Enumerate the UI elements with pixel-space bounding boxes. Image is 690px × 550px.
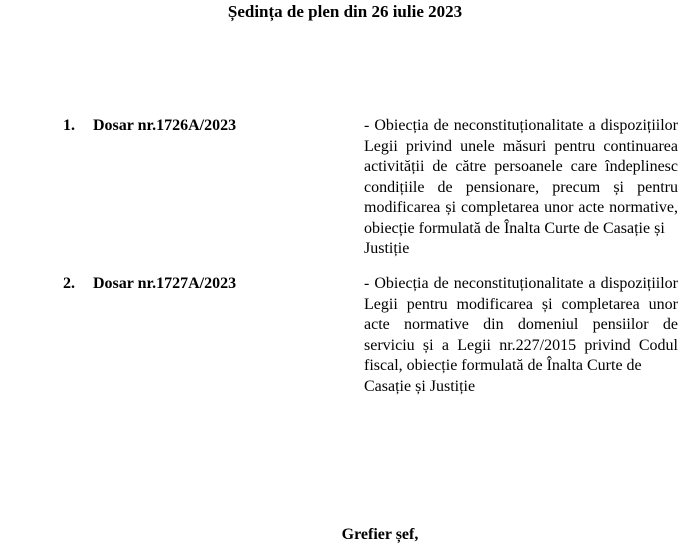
item-number: 2. <box>63 275 75 292</box>
signature-label: Grefier șef, <box>341 526 419 543</box>
item-dosar: Dosar nr.1727A/2023 <box>93 275 237 292</box>
item-description-text: - Obiecția de neconstituționalitate a dispozițiilor Legii privind unele măsuri pentru continuarea activității de către persoanele care îndeplinesc condițiile de pensionare, precum și pentru modificarea și completarea unor acte normative, obiecție formulată de Înalta Curte de Casație și <box>364 117 678 237</box>
item-description-last-line: Casație și Justiție <box>364 377 476 395</box>
item-description <box>364 116 678 260</box>
item-description <box>364 274 678 397</box>
item-dosar: Dosar nr.1726A/2023 <box>93 117 237 134</box>
item-number: 1. <box>63 117 75 134</box>
item-description-last-line: Justiție <box>364 240 410 257</box>
item-description-text: - Obiecția de neconstituționalitate a dispozițiilor Legii pentru modificarea și completarea unor acte normative din domeniul pensiilor de serviciu și a Legii nr.227/2015 privind Codul fiscal, obiecție formulată de Înalta Curte de <box>364 275 678 374</box>
page-title: Ședința de plen din 26 iulie 2023 <box>227 2 463 21</box>
